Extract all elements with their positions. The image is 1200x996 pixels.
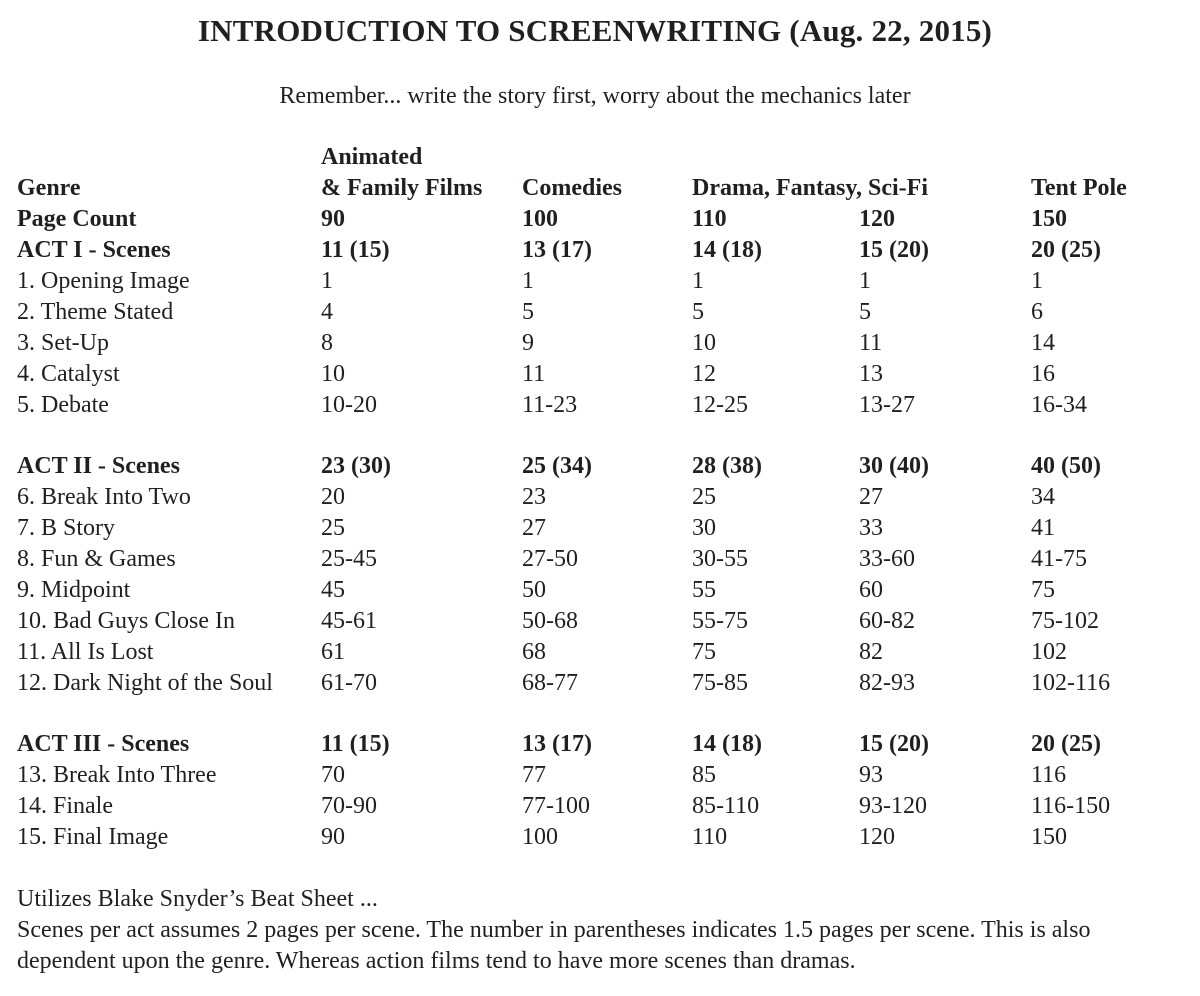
beat-page-cell: 11 bbox=[522, 361, 546, 387]
spacer-row bbox=[17, 421, 1177, 451]
beat-page-cell: 60-82 bbox=[859, 608, 915, 634]
beat-page-cell: 75 bbox=[692, 639, 716, 665]
beat-page-cell: 34 bbox=[1031, 484, 1056, 510]
beat-page-cell: 68-77 bbox=[522, 670, 578, 696]
beat-page-cell: 41 bbox=[1031, 515, 1056, 541]
beat-page-cell: 77 bbox=[522, 762, 546, 788]
beat-page-cell: 90 bbox=[321, 824, 345, 850]
scene-count-cell: 11 (15) bbox=[321, 237, 390, 263]
beat-page-cell: 6 bbox=[1031, 299, 1044, 325]
beat-page-cell: 77-100 bbox=[522, 793, 590, 819]
beat-page-cell: 102-116 bbox=[1031, 670, 1111, 696]
beat-page-cell: 1 bbox=[1031, 268, 1044, 294]
page-subtitle: Remember... write the story first, worry about the mechanics later bbox=[279, 83, 911, 109]
scene-count-cell: 20 (25) bbox=[1031, 731, 1101, 757]
scene-count-cell: 15 (20) bbox=[859, 237, 929, 263]
beat-page-cell: 4 bbox=[321, 299, 333, 325]
beat-page-cell: 50 bbox=[522, 577, 546, 603]
beat-page-cell: 102 bbox=[1031, 639, 1068, 665]
beat-page-cell: 150 bbox=[1031, 824, 1068, 850]
beat-name: 5. Debate bbox=[17, 392, 109, 418]
beat-row bbox=[17, 297, 1177, 328]
beat-name: 11. All Is Lost bbox=[17, 639, 154, 665]
beat-page-cell: 25 bbox=[692, 484, 716, 510]
beat-page-cell: 25 bbox=[321, 515, 345, 541]
beat-page-cell: 20 bbox=[321, 484, 345, 510]
footnote-line: Scenes per act assumes 2 pages per scene. The number in parentheses indicates 1.5 pages per scene. This is also bbox=[17, 917, 1091, 943]
scene-count-cell: 14 (18) bbox=[692, 731, 762, 757]
beat-page-cell: 82-93 bbox=[859, 670, 915, 696]
beat-page-cell: 5 bbox=[692, 299, 704, 325]
scene-count-cell: 23 (30) bbox=[321, 453, 391, 479]
beat-name: 14. Finale bbox=[17, 793, 113, 819]
scene-count-cell: 14 (18) bbox=[692, 237, 762, 263]
beat-page-cell: 10 bbox=[321, 361, 345, 387]
beat-page-cell: 11 bbox=[859, 330, 883, 356]
scene-count-cell: 15 (20) bbox=[859, 731, 929, 757]
beat-row bbox=[17, 266, 1177, 297]
beat-page-cell: 120 bbox=[859, 824, 895, 850]
beat-page-cell: 8 bbox=[321, 330, 333, 356]
beat-name: 15. Final Image bbox=[17, 824, 169, 850]
beat-page-cell: 85 bbox=[692, 762, 716, 788]
beat-name: 10. Bad Guys Close In bbox=[17, 608, 235, 634]
beat-row bbox=[17, 760, 1177, 791]
beat-page-cell: 55 bbox=[692, 577, 716, 603]
header-animated-label: Animated bbox=[321, 144, 423, 170]
beat-name: 4. Catalyst bbox=[17, 361, 120, 387]
beat-page-cell: 10 bbox=[692, 330, 716, 356]
beat-page-cell: 45 bbox=[321, 577, 345, 603]
beat-row bbox=[17, 575, 1177, 606]
spacer-row bbox=[17, 699, 1177, 729]
beat-row bbox=[17, 791, 1177, 822]
footnote-line: Utilizes Blake Snyder’s Beat Sheet ... bbox=[17, 886, 378, 912]
beat-page-cell: 70-90 bbox=[321, 793, 377, 819]
act-label: ACT III - Scenes bbox=[17, 731, 190, 757]
beat-page-cell: 33 bbox=[859, 515, 883, 541]
beat-page-cell: 33-60 bbox=[859, 546, 915, 572]
beat-page-cell: 75 bbox=[1031, 577, 1056, 603]
beat-row bbox=[17, 482, 1177, 513]
beat-page-cell: 16-34 bbox=[1031, 392, 1088, 418]
page-count-cell: 90 bbox=[321, 206, 345, 232]
beat-row bbox=[17, 606, 1177, 637]
footnote-line: dependent upon the genre. Whereas action films tend to have more scenes than dramas. bbox=[17, 948, 856, 974]
beat-page-cell: 1 bbox=[522, 268, 534, 294]
beat-page-cell: 1 bbox=[859, 268, 871, 294]
beat-page-cell: 14 bbox=[1031, 330, 1056, 356]
genre-row bbox=[17, 173, 1177, 204]
beat-page-cell: 16 bbox=[1031, 361, 1056, 387]
beat-page-cell: 110 bbox=[692, 824, 728, 850]
beat-row bbox=[17, 390, 1177, 421]
beat-name: 8. Fun & Games bbox=[17, 546, 176, 572]
beat-row bbox=[17, 544, 1177, 575]
genre-label: Genre bbox=[17, 175, 81, 201]
beat-page-cell: 11-23 bbox=[522, 392, 578, 418]
beat-page-cell: 100 bbox=[522, 824, 558, 850]
beat-page-cell: 1 bbox=[321, 268, 333, 294]
beat-page-cell: 23 bbox=[522, 484, 546, 510]
beat-page-cell: 9 bbox=[522, 330, 534, 356]
scene-count-cell: 13 (17) bbox=[522, 237, 592, 263]
beat-name: 3. Set-Up bbox=[17, 330, 109, 356]
beat-page-cell: 116-150 bbox=[1031, 793, 1111, 819]
scene-count-cell: 20 (25) bbox=[1031, 237, 1101, 263]
beat-name: 6. Break Into Two bbox=[17, 484, 191, 510]
scene-count-cell: 11 (15) bbox=[321, 731, 390, 757]
beat-page-cell: 50-68 bbox=[522, 608, 578, 634]
genre-cell: Tent Pole bbox=[1031, 175, 1127, 201]
genre-cell: & Family Films bbox=[321, 175, 483, 201]
beat-name: 7. B Story bbox=[17, 515, 116, 541]
beat-page-cell: 13 bbox=[859, 361, 883, 387]
beat-row bbox=[17, 822, 1177, 853]
beat-name: 9. Midpoint bbox=[17, 577, 131, 603]
beat-page-cell: 27 bbox=[522, 515, 546, 541]
beat-row bbox=[17, 668, 1177, 699]
scene-count-cell: 25 (34) bbox=[522, 453, 592, 479]
scene-count-cell: 28 (38) bbox=[692, 453, 762, 479]
beat-page-cell: 55-75 bbox=[692, 608, 748, 634]
page-count-cell: 110 bbox=[692, 206, 727, 232]
beat-page-cell: 75-102 bbox=[1031, 608, 1100, 634]
beat-row bbox=[17, 513, 1177, 544]
beat-row bbox=[17, 637, 1177, 668]
act-label: ACT I - Scenes bbox=[17, 237, 171, 263]
genre-cell: Comedies bbox=[522, 175, 622, 201]
genre-cell: Drama, Fantasy, Sci-Fi bbox=[692, 175, 928, 201]
page-title: INTRODUCTION TO SCREENWRITING (Aug. 22, 2015) bbox=[197, 13, 993, 48]
beat-row bbox=[17, 328, 1177, 359]
beat-page-cell: 41-75 bbox=[1031, 546, 1088, 572]
beat-page-cell: 30 bbox=[692, 515, 716, 541]
beat-page-cell: 12-25 bbox=[692, 392, 748, 418]
beat-name: 12. Dark Night of the Soul bbox=[17, 670, 273, 696]
page-count-label: Page Count bbox=[17, 206, 137, 232]
beat-sheet-table bbox=[17, 173, 1177, 853]
beat-page-cell: 75-85 bbox=[692, 670, 748, 696]
act-label: ACT II - Scenes bbox=[17, 453, 180, 479]
page-count-cell: 150 bbox=[1031, 206, 1068, 232]
scene-count-cell: 30 (40) bbox=[859, 453, 929, 479]
beat-name: 2. Theme Stated bbox=[17, 299, 174, 325]
act-header-row bbox=[17, 451, 1177, 482]
page-count-cell: 120 bbox=[859, 206, 895, 232]
page-count-row bbox=[17, 204, 1177, 235]
beat-page-cell: 5 bbox=[859, 299, 871, 325]
beat-page-cell: 1 bbox=[692, 268, 704, 294]
beat-page-cell: 61-70 bbox=[321, 670, 377, 696]
beat-page-cell: 68 bbox=[522, 639, 546, 665]
beat-page-cell: 13-27 bbox=[859, 392, 915, 418]
beat-name: 1. Opening Image bbox=[17, 268, 190, 294]
beat-page-cell: 70 bbox=[321, 762, 345, 788]
beat-page-cell: 5 bbox=[522, 299, 534, 325]
beat-page-cell: 85-110 bbox=[692, 793, 760, 819]
act-header-row bbox=[17, 235, 1177, 266]
act-header-row bbox=[17, 729, 1177, 760]
beat-row bbox=[17, 359, 1177, 390]
footnotes bbox=[17, 884, 1187, 977]
beat-page-cell: 30-55 bbox=[692, 546, 748, 572]
beat-page-cell: 60 bbox=[859, 577, 883, 603]
beat-page-cell: 27 bbox=[859, 484, 883, 510]
beat-name: 13. Break Into Three bbox=[17, 762, 217, 788]
beat-page-cell: 93 bbox=[859, 762, 883, 788]
act-rows bbox=[17, 235, 1177, 853]
beat-page-cell: 25-45 bbox=[321, 546, 377, 572]
beat-page-cell: 10-20 bbox=[321, 392, 377, 418]
beat-page-cell: 61 bbox=[321, 639, 345, 665]
scene-count-cell: 40 (50) bbox=[1031, 453, 1101, 479]
scene-count-cell: 13 (17) bbox=[522, 731, 592, 757]
beat-page-cell: 45-61 bbox=[321, 608, 377, 634]
beat-page-cell: 12 bbox=[692, 361, 716, 387]
beat-page-cell: 82 bbox=[859, 639, 883, 665]
beat-page-cell: 116 bbox=[1031, 762, 1067, 788]
beat-page-cell: 93-120 bbox=[859, 793, 927, 819]
beat-page-cell: 27-50 bbox=[522, 546, 578, 572]
page-count-cell: 100 bbox=[522, 206, 558, 232]
